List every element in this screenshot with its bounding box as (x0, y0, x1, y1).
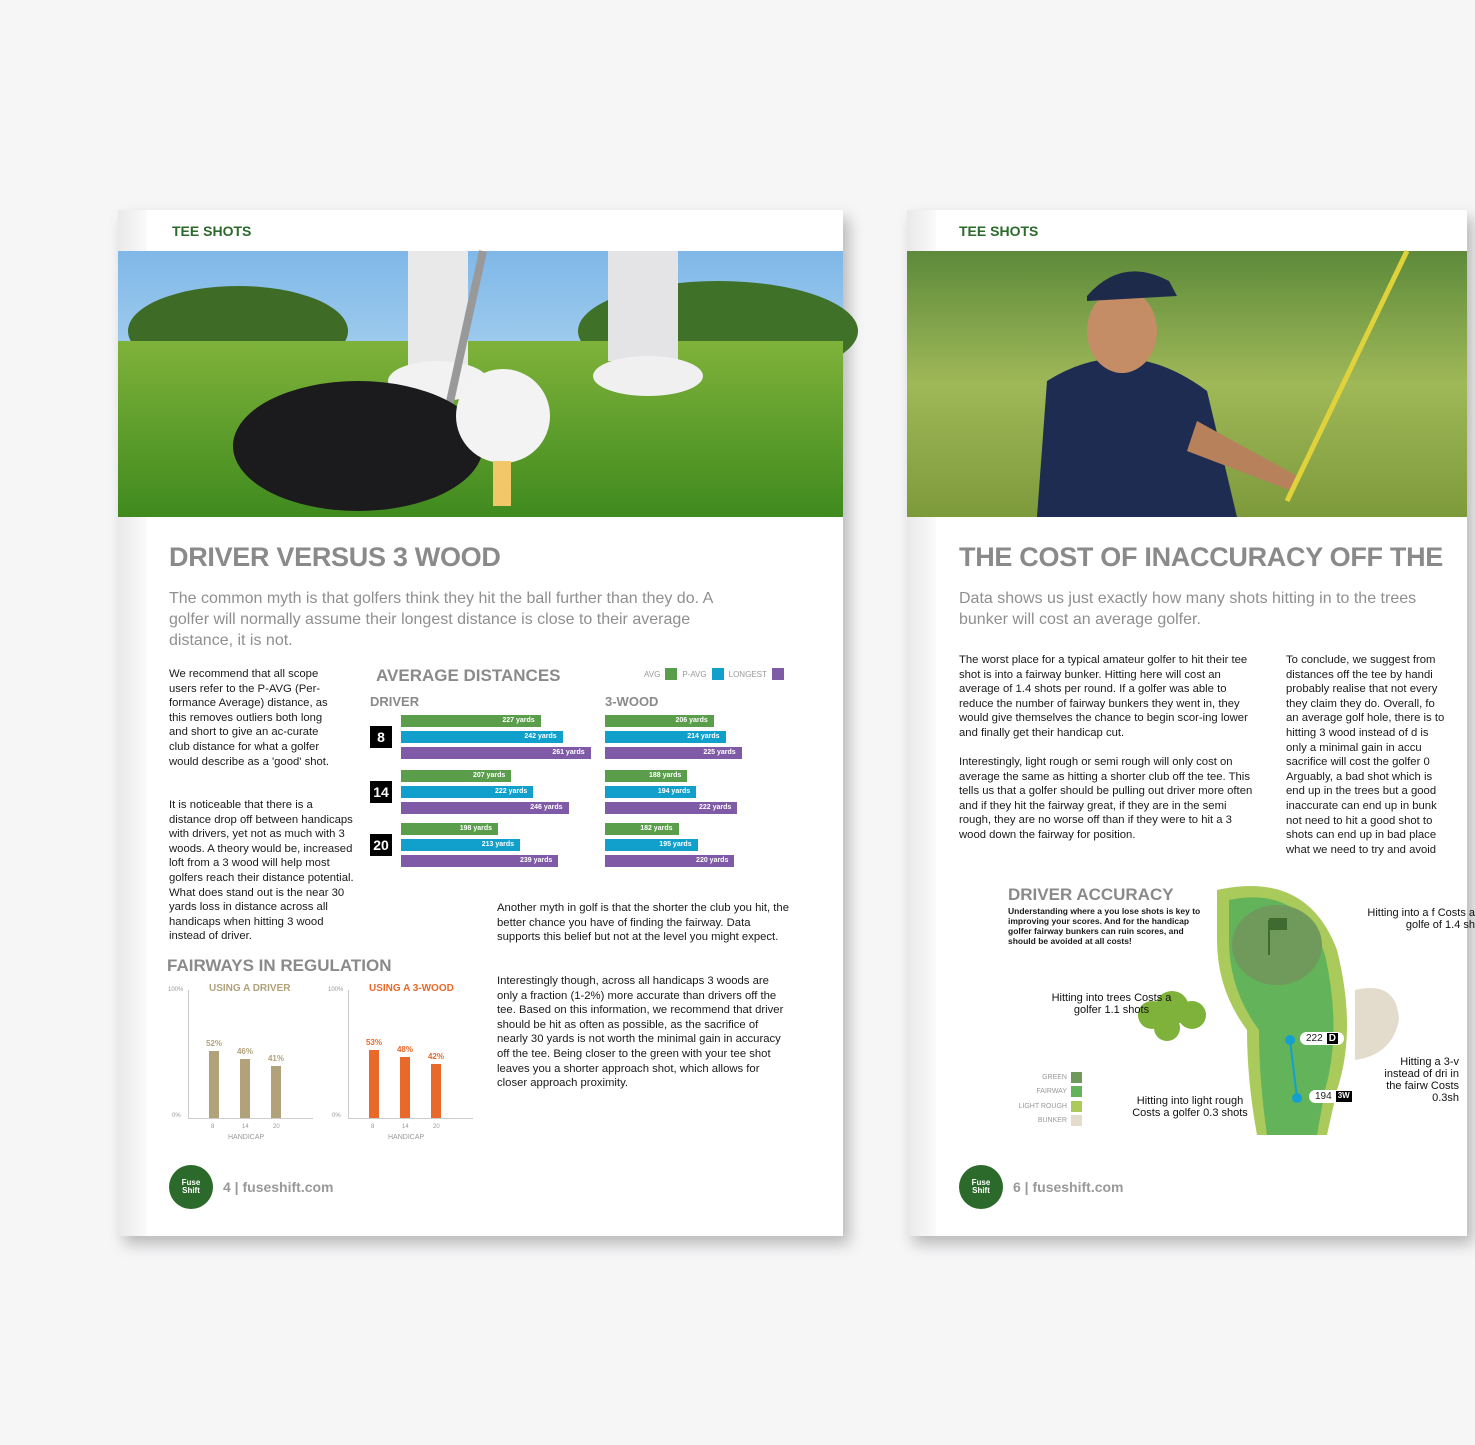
legend-label: FAIRWAY (1036, 1088, 1067, 1096)
page-number: 4 | fuseshift.com (223, 1179, 334, 1195)
fir-value-label: 53% (365, 1038, 382, 1048)
distance-bar: 213 yards (401, 839, 520, 851)
page-footer (959, 1165, 1124, 1209)
distance-bar: 182 yards (605, 823, 679, 835)
annotation-trees: Hitting into trees Costs a golfer 1.1 shots (1051, 992, 1172, 1016)
fir-title: FAIRWAYS IN REGULATION (167, 956, 392, 975)
annotation-light-rough: Hitting into light rough Costs a golfer 0.3 shots (1132, 1095, 1248, 1119)
fir-value-label: 46% (236, 1047, 253, 1057)
legend-label: LIGHT ROUGH (1018, 1102, 1067, 1110)
distance-bar: 227 yards (401, 715, 541, 727)
body-paragraph-3: To conclude, we suggest from distances off the tee by handi probably realise that not every they claim they do. Overall, fo an average golf hole, there is to hitting 3 wood instead of d is only a minimal gain in accu sacrifice will cost the golfer 0 Arguably, a bad shot which is end up in the trees but a good inaccurate can end up in bunk not need to hit a good shot to shots can end up in bad place what we need to try and avoid (1286, 654, 1445, 856)
three-wood-label: 3-WOOD (605, 694, 659, 709)
distance-bar: 195 yards (605, 839, 698, 851)
y-tick: 100% (168, 987, 184, 993)
fir-bar (369, 1050, 379, 1118)
fuseshift-logo: Fuse Shift (959, 1165, 1003, 1209)
handicap-badge: 8 (370, 726, 392, 748)
y-axis (348, 990, 349, 1118)
fir-bar (400, 1057, 410, 1118)
hero-photo-driver (118, 251, 843, 517)
driver-marker (1300, 1032, 1344, 1045)
legend-label: AVG (644, 669, 661, 679)
legend-swatch (1071, 1086, 1082, 1097)
avg-distances-title: AVERAGE DISTANCES (376, 666, 561, 685)
body-paragraph-2: It is noticeable that there is a distance drop off between handicaps with drivers, yet not as much with 3 woods. A theory would be, increased loft from a 3 wood will help most golfers reach their distance potential. What does stand out is the near 30 yards loss in distance across all handicaps when hitting 3 wood instead of driver. (169, 799, 354, 943)
distance-legend (644, 668, 784, 680)
x-tick: 20 (433, 1124, 440, 1130)
distance-bar: 214 yards (605, 731, 726, 743)
fuseshift-logo: Fuse Shift (169, 1165, 213, 1209)
x-tick: 8 (211, 1124, 215, 1130)
article-intro: The common myth is that golfers think they hit the ball further than they do. A golfer will normally assume their longest distance is close to their average distance, it is not. (169, 590, 713, 649)
distance-bar: 222 yards (401, 786, 533, 798)
body-paragraph-4: Interestingly though, across all handicaps 3 woods are only a fraction (1-2%) more accurate than drivers off the tee. Based on this information, we recommend that driver should be hit as often as possible, as the sacrifice of nearly 30 yards is not worth the minimal gain in accuracy off the tee. Being closer to the green with your tee shot leaves you a shorter approach shot, which allows for closer approach proximity. (497, 975, 784, 1090)
hole-legend (1002, 1070, 1082, 1128)
driver-accuracy-title: DRIVER ACCURACY (1008, 885, 1174, 904)
section-label: TEE SHOTS (172, 223, 252, 239)
driver-accuracy-desc: Understanding where a you lose shots is key to improving your scores. And for the handicap golfer fairway bunkers can ruin scores, and should be avoided at all costs! (1008, 906, 1201, 946)
y-tick: 0% (172, 1113, 181, 1119)
driver-distance: 222 (1306, 1033, 1323, 1044)
legend-swatch (1071, 1101, 1082, 1112)
fir-value-label: 48% (396, 1044, 413, 1054)
x-tick: 14 (402, 1124, 409, 1130)
section-label: TEE SHOTS (959, 223, 1039, 239)
y-tick: 0% (332, 1113, 341, 1119)
legend-swatch (712, 668, 724, 680)
fir-bar (240, 1059, 250, 1118)
fir-bar (431, 1064, 441, 1118)
article-intro: Data shows us just exactly how many shots hitting in to the trees bunker will cost an average golfer. (959, 590, 1417, 628)
distance-bar: 206 yards (605, 715, 714, 727)
fir-value-label: 52% (205, 1039, 222, 1049)
fir-bar (271, 1066, 281, 1118)
article-title: THE COST OF INACCURACY OFF THE (959, 542, 1444, 572)
three-wood-club-badge: 3W (1337, 1091, 1350, 1100)
fir-subtitle: USING A DRIVER (209, 983, 291, 994)
body-paragraph-1: We recommend that all scope users refer to the P-AVG (Per-formance Average) distance, as this removes outliers both long and short to give an ac-curate club distance for what a golfer would describe as a 'good' shot. (169, 668, 330, 768)
fir-bar (209, 1051, 219, 1118)
fir-value-label: 42% (427, 1052, 444, 1062)
page-footer (169, 1165, 334, 1209)
distance-bar: 188 yards (605, 770, 687, 782)
left-page (118, 210, 843, 1236)
legend-label: P-AVG (682, 669, 707, 679)
legend-label: LONGEST (728, 669, 767, 679)
distance-bar: 239 yards (401, 855, 558, 867)
handicap-badge: 14 (370, 781, 392, 803)
body-paragraph-1: The worst place for a typical amateur golfer to hit their tee shot is into a fairway bunker. Hitting here will cost an average of 1.4 shots per round. If a golfer was able to reduce the number of fairway bunkers they went in, they would give themselves the chance to begin scor-ing lower and finally get their handicap cut. (959, 654, 1248, 739)
legend-item (1002, 1099, 1082, 1114)
article-title: DRIVER VERSUS 3 WOOD (169, 542, 501, 572)
driver-club-badge: D (1328, 1033, 1336, 1044)
legend-label: BUNKER (1037, 1117, 1067, 1125)
fir-subtitle: USING A 3-WOOD (369, 983, 454, 994)
distance-bar: 194 yards (605, 786, 696, 798)
page-number: 6 | fuseshift.com (1013, 1179, 1124, 1195)
distance-bar: 242 yards (401, 731, 563, 743)
distance-bar: 225 yards (605, 747, 742, 759)
annotation-bunker: Hitting into a f Costs a golfe of 1.4 sh (1367, 907, 1475, 931)
x-axis-label: HANDICAP (388, 1134, 425, 1141)
legend-label: GREEN (1042, 1073, 1067, 1081)
legend-swatch (1071, 1072, 1082, 1083)
body-paragraph-3: Another myth in golf is that the shorter the club you hit, the better chance you have of finding the fairway. Data supports this belief but not at the level you might expect. (497, 902, 789, 944)
handicap-badge: 20 (370, 834, 392, 856)
x-axis (348, 1118, 473, 1119)
x-tick: 8 (371, 1124, 375, 1130)
body-paragraph-2: Interestingly, light rough or semi rough will only cost on average the same as hitting a shorter club off the tee. This tells us that a golfer should be pulling out driver more often and if they hit the fairway great, if they are in the semi rough, they are no worse off than if they were to hit a 3 wood down the fairway for position. (959, 756, 1253, 841)
driver-label: DRIVER (370, 694, 420, 709)
legend-swatch (665, 668, 677, 680)
distance-bar: 220 yards (605, 855, 734, 867)
distance-bar: 222 yards (605, 802, 737, 814)
x-tick: 20 (273, 1124, 280, 1130)
hero-photo-golfer (907, 251, 1467, 517)
legend-swatch (1071, 1115, 1082, 1126)
three-wood-marker (1309, 1090, 1358, 1103)
x-axis-label: HANDICAP (228, 1134, 265, 1141)
annotation-3wood: Hitting a 3-v instead of dri in the fairw Costs 0.3sh (1384, 1056, 1459, 1104)
legend-item (1002, 1114, 1082, 1129)
distance-bar: 261 yards (401, 747, 591, 759)
y-tick: 100% (328, 987, 344, 993)
distance-bar: 246 yards (401, 802, 569, 814)
legend-item (1002, 1085, 1082, 1100)
three-wood-distance: 194 (1315, 1091, 1332, 1102)
legend-item (1002, 1070, 1082, 1085)
right-page (907, 210, 1475, 1236)
x-tick: 14 (242, 1124, 249, 1130)
distance-bar: 198 yards (401, 823, 498, 835)
distance-bar: 207 yards (401, 770, 511, 782)
fir-value-label: 41% (267, 1053, 284, 1063)
x-axis (188, 1118, 313, 1119)
legend-swatch (772, 668, 784, 680)
y-axis (188, 990, 189, 1118)
